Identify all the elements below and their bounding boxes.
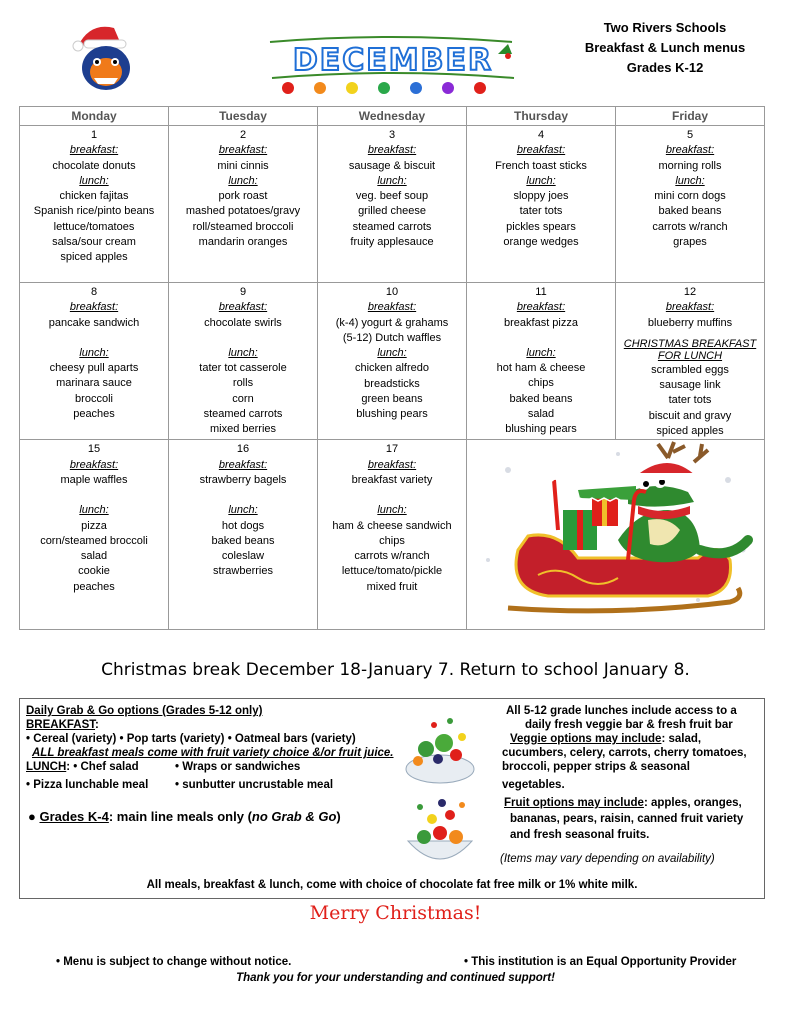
menu-item: salad [527, 408, 555, 421]
grab-go-lunch: LUNCH: • Chef salad [26, 761, 139, 773]
menu-item: morning rolls [658, 159, 722, 172]
footer-change-notice: • Menu is subject to change without notice. [56, 956, 292, 968]
menu-item: steamed carrots [203, 408, 283, 421]
menu-item: hot dogs [221, 519, 265, 532]
date-number: 12 [683, 286, 697, 298]
veggie-intro-1: All 5-12 grade lunches include access to a [506, 705, 737, 717]
menu-item: maple waffles [60, 473, 128, 486]
date-number: 2 [239, 129, 247, 141]
menu-item: baked beans [211, 534, 275, 547]
menu-item: breakfast pizza [504, 316, 578, 329]
fruit-options: Fruit options may include: apples, oranges, [504, 797, 742, 809]
date-number: 17 [385, 443, 399, 456]
day-cell [318, 440, 467, 629]
menu-item: blushing pears [505, 423, 577, 436]
menu-item: breakfast variety [351, 473, 433, 486]
info-box [19, 698, 765, 899]
breakfast-label: breakfast: [69, 301, 119, 314]
fruit-bowl-icon [398, 797, 482, 871]
breakfast-label: breakfast: [218, 144, 268, 157]
menu-item: carrots w/ranch [354, 550, 430, 563]
date-number: 3 [388, 129, 396, 141]
school-name: Two Rivers Schools [603, 20, 727, 35]
k4-note: ● Grades K-4: main line meals only (no Grab & Go) [28, 809, 341, 824]
day-cell [20, 126, 169, 283]
fruit-line: and fresh seasonal fruits. [510, 829, 650, 841]
menu-item: chocolate swirls [204, 316, 282, 329]
breakfast-options: • Cereal (variety) • Pop tarts (variety) • Oatmeal bars (variety) [26, 733, 356, 745]
menu-item: French toast sticks [495, 159, 587, 172]
menu-item: mandarin oranges [198, 236, 288, 249]
veggie-line: broccoli, pepper strips & seasonal [502, 761, 690, 773]
menu-calendar [19, 106, 765, 630]
lunch-heading: LUNCH [26, 761, 67, 773]
breakfast-label: breakfast: [367, 458, 417, 471]
lunch-label: lunch: [377, 174, 407, 187]
school-logo [70, 20, 140, 92]
menu-item: mini cinnis [217, 159, 269, 172]
christmas-lunch-label: CHRISTMAS BREAKFAST FOR LUNCH [623, 337, 757, 362]
breakfast-label: breakfast: [69, 144, 119, 157]
grab-go-breakfast: BREAKFAST: [26, 719, 99, 731]
veggie-options: Veggie options may include: salad, [510, 733, 702, 745]
menu-item: baked beans [509, 392, 573, 405]
lunch-label: lunch: [526, 174, 556, 187]
menu-item: spiced apples [60, 251, 128, 264]
milk-note: All meals, breakfast & lunch, come with choice of chocolate fat free milk or 1% white milk. [146, 879, 638, 891]
menu-item: pancake sandwich [48, 316, 140, 329]
alligator-sleigh-illustration [468, 440, 764, 623]
menu-item: mixed fruit [366, 580, 418, 593]
menu-item: orange wedges [503, 236, 579, 249]
menu-item: chicken fajitas [59, 190, 129, 203]
menu-title: Breakfast & Lunch menus [584, 40, 746, 55]
lunch-option: • sunbutter uncrustable meal [175, 779, 334, 791]
fruit-line: bananas, pears, raisin, canned fruit variety [510, 813, 744, 825]
breakfast-label: breakfast: [367, 144, 417, 157]
menu-item: blueberry muffins [647, 316, 733, 329]
menu-item: coleslaw [221, 550, 265, 563]
menu-item: pickles spears [506, 220, 576, 233]
menu-item: sausage & biscuit [348, 159, 436, 172]
menu-item: scrambled eggs [651, 363, 729, 376]
day-cell [169, 283, 318, 440]
menu-item: rolls [232, 377, 254, 390]
lunch-label: lunch: [377, 347, 407, 360]
veggie-line: cucumbers, celery, carrots, cherry tomatoes, [502, 747, 747, 759]
menu-item: chocolate donuts [52, 159, 136, 172]
lunch-label: lunch: [675, 174, 705, 187]
menu-item: (5-12) Dutch waffles [342, 331, 442, 344]
menu-item: strawberry bagels [199, 473, 287, 486]
menu-item: tater tots [668, 394, 712, 407]
day-header: Wednesday [318, 107, 467, 126]
fruit-heading: Fruit options may include [504, 797, 644, 809]
date-number: 10 [385, 286, 399, 298]
vary-note: (Items may vary depending on availability) [500, 853, 715, 865]
menu-item: pork roast [218, 190, 268, 203]
menu-item: salsa/sour cream [52, 236, 136, 249]
menu-item: mashed potatoes/gravy [185, 205, 301, 218]
day-cell [169, 126, 318, 283]
menu-item: salad [80, 550, 108, 563]
menu-item: baked beans [658, 205, 722, 218]
menu-item: peaches [73, 580, 115, 593]
day-header: Friday [616, 107, 765, 126]
menu-item: cookie [78, 565, 110, 578]
lunch-label: lunch: [526, 346, 556, 359]
bullet-icon: ● [28, 809, 36, 824]
menu-item: chicken alfredo [355, 362, 429, 375]
menu-item: spiced apples [656, 425, 724, 438]
menu-item: blushing pears [356, 408, 428, 421]
day-header: Thursday [467, 107, 616, 126]
menu-item: sloppy joes [513, 190, 569, 203]
lunch-label: lunch: [228, 174, 258, 187]
menu-item: mixed berries [209, 423, 277, 436]
menu-item: hot ham & cheese [496, 362, 586, 375]
date-number: 11 [535, 286, 547, 298]
veggie-heading: Veggie options may include [510, 733, 662, 745]
breakfast-label: breakfast: [69, 458, 119, 471]
menu-item: veg. beef soup [355, 190, 429, 203]
menu-item: carrots w/ranch [652, 220, 728, 233]
date-number: 16 [236, 443, 250, 456]
december-banner [262, 34, 524, 100]
menu-item: Spanish rice/pinto beans [33, 205, 155, 218]
date-number: 1 [90, 129, 98, 141]
breakfast-label: breakfast: [218, 458, 268, 471]
lunch-label: lunch: [228, 346, 258, 359]
footer-thanks: Thank you for your understanding and continued support! [236, 972, 555, 984]
menu-item: broccoli [75, 392, 113, 405]
menu-item: cheesy pull aparts [49, 362, 139, 375]
menu-item: breadsticks [364, 377, 420, 390]
menu-item: chips [528, 377, 554, 390]
menu-item: grapes [673, 236, 707, 249]
lunch-label: lunch: [228, 504, 258, 517]
menu-item: marinara sauce [56, 377, 132, 390]
menu-item: mini corn dogs [654, 190, 726, 203]
day-cell [20, 440, 169, 629]
date-number: 4 [537, 129, 545, 141]
date-number: 8 [90, 286, 98, 298]
breakfast-label: breakfast: [516, 144, 566, 157]
menu-item: tater tot casserole [199, 362, 287, 375]
menu-item: peaches [73, 408, 115, 421]
veggie-line: vegetables. [502, 779, 565, 791]
menu-item: grilled cheese [358, 205, 426, 218]
menu-item: lettuce/tomatoes [53, 220, 135, 233]
salad-bowl-icon [398, 713, 482, 787]
day-cell [318, 283, 467, 440]
breakfast-label: breakfast: [218, 301, 268, 314]
menu-item: biscuit and gravy [648, 409, 732, 422]
day-cell [467, 126, 616, 283]
date-number: 15 [87, 443, 101, 456]
grades: Grades K-12 [626, 60, 704, 75]
menu-item: strawberries [213, 565, 273, 578]
lunch-label: lunch: [377, 504, 407, 517]
menu-item: steamed carrots [352, 220, 432, 233]
holiday-art-cell [467, 440, 765, 629]
menu-item: ham & cheese sandwich [332, 519, 452, 532]
menu-item: lettuce/tomato/pickle [341, 565, 443, 578]
menu-item: green beans [361, 393, 423, 406]
breakfast-heading: BREAKFAST [26, 719, 96, 731]
menu-item: fruity applesauce [350, 236, 434, 249]
day-cell [467, 283, 616, 440]
breakfast-label: breakfast: [665, 301, 715, 314]
menu-item: chips [379, 534, 405, 547]
menu-item: sausage link [659, 379, 721, 392]
grab-go-title: Daily Grab & Go options (Grades 5-12 only) [26, 705, 263, 717]
break-notice: Christmas break December 18-January 7. Return to school January 8. [101, 660, 690, 680]
lunch-option: • Pizza lunchable meal [26, 779, 149, 791]
veggie-intro-2: daily fresh veggie bar & fresh fruit bar [525, 719, 733, 731]
lunch-option: • Wraps or sandwiches [175, 761, 301, 773]
breakfast-note: ALL breakfast meals come with fruit variety choice &/or fruit juice. [32, 747, 394, 759]
day-cell [20, 283, 169, 440]
merry-christmas: Merry Christmas! [309, 902, 482, 924]
menu-item: pizza [81, 519, 107, 532]
menu-item: corn [232, 392, 254, 405]
date-number: 9 [239, 286, 247, 298]
day-cell [169, 440, 318, 629]
breakfast-label: breakfast: [367, 301, 417, 314]
day-header: Tuesday [169, 107, 318, 126]
footer-equal-opportunity: • This institution is an Equal Opportunity Provider [464, 956, 737, 968]
lunch-label: lunch: [79, 346, 109, 359]
day-cell [616, 283, 765, 440]
day-cell [616, 126, 765, 283]
menu-item: roll/steamed broccoli [192, 220, 294, 233]
lunch-label: lunch: [79, 504, 109, 517]
day-cell [318, 126, 467, 283]
breakfast-label: breakfast: [665, 144, 715, 157]
school-title [560, 18, 770, 78]
date-number: 5 [686, 129, 694, 141]
menu-item: tater tots [519, 205, 563, 218]
day-header: Monday [20, 107, 169, 126]
menu-item: corn/steamed broccoli [40, 534, 148, 547]
lunch-label: lunch: [79, 174, 109, 187]
breakfast-label: breakfast: [516, 301, 566, 314]
lunch-option: • Chef salad [73, 761, 139, 773]
banner-text: DECEMBER [292, 43, 494, 78]
menu-item: (k-4) yogurt & grahams [335, 316, 449, 329]
